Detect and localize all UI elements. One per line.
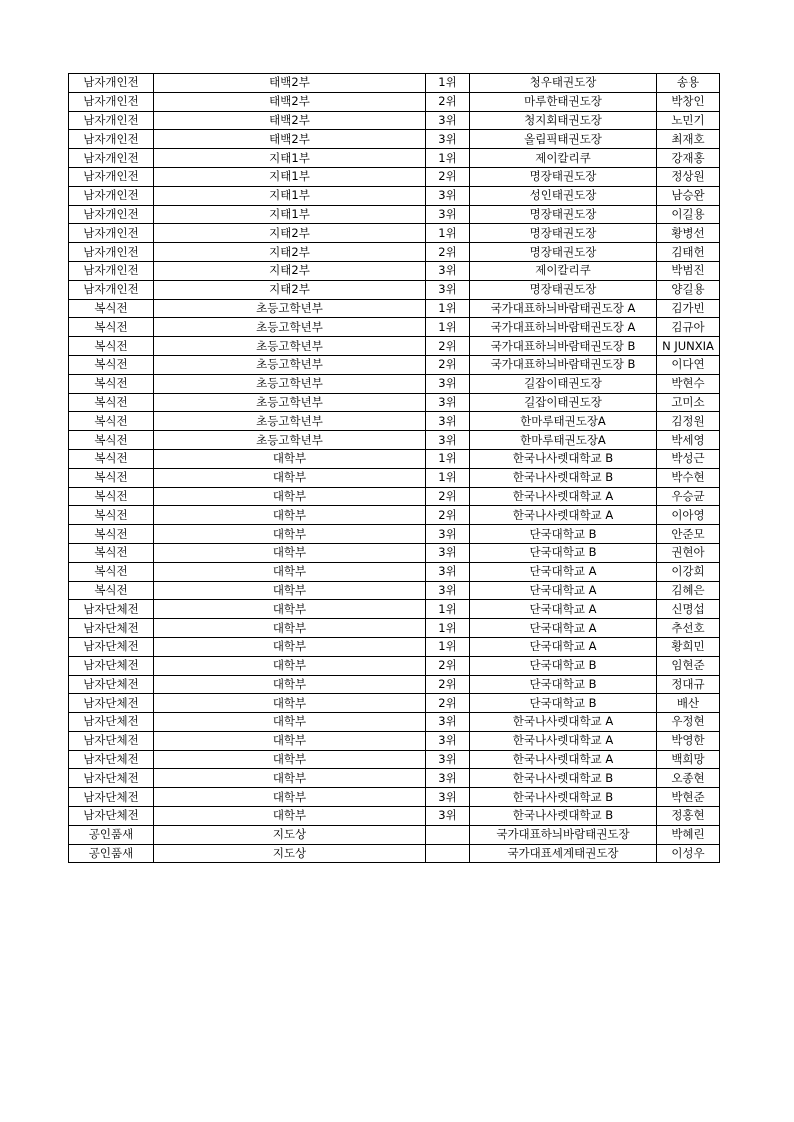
athlete-cell: 송용 [657,74,720,93]
organization-cell: 국가대표하늬바람태권도장 B [470,355,657,374]
rank-cell: 3위 [426,393,470,412]
rank-cell: 2위 [426,167,470,186]
athlete-cell: 추선호 [657,619,720,638]
table-row [69,355,720,374]
athlete-cell: 노민기 [657,111,720,130]
division-cell: 대학부 [154,675,426,694]
athlete-cell: 이다연 [657,355,720,374]
table-row [69,130,720,149]
athlete-cell: 우정현 [657,713,720,732]
athlete-cell: 최재호 [657,130,720,149]
table-row [69,506,720,525]
table-row [69,637,720,656]
event-cell: 남자단체전 [69,731,154,750]
event-cell: 복식전 [69,562,154,581]
table-row [69,224,720,243]
athlete-cell: 우승균 [657,487,720,506]
rank-cell: 2위 [426,243,470,262]
division-cell: 대학부 [154,487,426,506]
rank-cell: 2위 [426,92,470,111]
athlete-cell: 정상원 [657,167,720,186]
rank-cell: 1위 [426,149,470,168]
athlete-cell: 이길용 [657,205,720,224]
organization-cell: 단국대학교 B [470,543,657,562]
organization-cell: 국가대표하늬바람태권도장 A [470,318,657,337]
event-cell: 남자단체전 [69,713,154,732]
athlete-cell: 박세영 [657,431,720,450]
rank-cell: 3위 [426,130,470,149]
rank-cell: 2위 [426,506,470,525]
rank-cell: 1위 [426,637,470,656]
table-row [69,543,720,562]
table-row [69,807,720,826]
division-cell: 대학부 [154,713,426,732]
organization-cell: 단국대학교 B [470,525,657,544]
rank-cell: 3위 [426,186,470,205]
event-cell: 남자개인전 [69,205,154,224]
organization-cell: 명장태권도장 [470,280,657,299]
event-cell: 남자개인전 [69,224,154,243]
organization-cell: 국가대표하늬바람태권도장 [470,825,657,844]
division-cell: 대학부 [154,694,426,713]
athlete-cell: 임현준 [657,656,720,675]
event-cell: 복식전 [69,506,154,525]
table-row [69,149,720,168]
division-cell: 지태2부 [154,261,426,280]
division-cell: 대학부 [154,449,426,468]
organization-cell: 한국나사렛대학교 A [470,713,657,732]
rank-cell: 3위 [426,525,470,544]
athlete-cell: 김정원 [657,412,720,431]
table-row [69,74,720,93]
organization-cell: 명장태권도장 [470,224,657,243]
event-cell: 남자단체전 [69,750,154,769]
table-row [69,731,720,750]
athlete-cell: 박혜린 [657,825,720,844]
results-table [68,73,720,863]
organization-cell: 국가대표세계태권도장 [470,844,657,863]
organization-cell: 한국나사렛대학교 B [470,468,657,487]
organization-cell: 단국대학교 B [470,694,657,713]
organization-cell: 한국나사렛대학교 B [470,769,657,788]
event-cell: 복식전 [69,449,154,468]
rank-cell: 3위 [426,807,470,826]
division-cell: 대학부 [154,731,426,750]
table-row [69,111,720,130]
event-cell: 남자단체전 [69,788,154,807]
organization-cell: 한국나사렛대학교 A [470,506,657,525]
athlete-cell: 정홍현 [657,807,720,826]
athlete-cell: 이성우 [657,844,720,863]
rank-cell: 2위 [426,355,470,374]
organization-cell: 한국나사렛대학교 B [470,449,657,468]
table-row [69,299,720,318]
event-cell: 남자단체전 [69,600,154,619]
table-row [69,167,720,186]
rank-cell: 3위 [426,562,470,581]
table-row [69,393,720,412]
table-row [69,844,720,863]
rank-cell: 3위 [426,431,470,450]
athlete-cell: 오종현 [657,769,720,788]
table-row [69,337,720,356]
athlete-cell: 김가빈 [657,299,720,318]
division-cell: 지태1부 [154,149,426,168]
table-row [69,431,720,450]
division-cell: 대학부 [154,788,426,807]
organization-cell: 제이칼리쿠 [470,149,657,168]
event-cell: 남자단체전 [69,637,154,656]
event-cell: 남자개인전 [69,261,154,280]
rank-cell: 1위 [426,600,470,619]
table-row [69,619,720,638]
event-cell: 복식전 [69,318,154,337]
rank-cell: 3위 [426,261,470,280]
division-cell: 대학부 [154,807,426,826]
athlete-cell: 정대규 [657,675,720,694]
table-row [69,675,720,694]
division-cell: 대학부 [154,543,426,562]
athlete-cell: 박창인 [657,92,720,111]
event-cell: 복식전 [69,393,154,412]
table-row [69,374,720,393]
division-cell: 지태1부 [154,186,426,205]
event-cell: 남자개인전 [69,130,154,149]
table-row [69,280,720,299]
event-cell: 복식전 [69,543,154,562]
division-cell: 지태2부 [154,243,426,262]
rank-cell: 3위 [426,280,470,299]
event-cell: 남자개인전 [69,149,154,168]
organization-cell: 한국나사렛대학교 A [470,731,657,750]
table-row [69,318,720,337]
rank-cell: 3위 [426,581,470,600]
table-row [69,769,720,788]
division-cell: 지도상 [154,844,426,863]
organization-cell: 국가대표하늬바람태권도장 B [470,337,657,356]
event-cell: 남자단체전 [69,675,154,694]
organization-cell: 단국대학교 A [470,600,657,619]
organization-cell: 단국대학교 A [470,619,657,638]
event-cell: 복식전 [69,487,154,506]
organization-cell: 마루한태권도장 [470,92,657,111]
table-row [69,449,720,468]
division-cell: 지태2부 [154,224,426,243]
rank-cell: 1위 [426,74,470,93]
athlete-cell: 박성근 [657,449,720,468]
table-row [69,243,720,262]
division-cell: 태백2부 [154,74,426,93]
athlete-cell: 강재홍 [657,149,720,168]
athlete-cell: 김규아 [657,318,720,337]
organization-cell: 단국대학교 A [470,562,657,581]
table-row [69,205,720,224]
rank-cell: 3위 [426,205,470,224]
rank-cell [426,844,470,863]
organization-cell: 한마루태권도장A [470,412,657,431]
rank-cell: 1위 [426,299,470,318]
division-cell: 지태2부 [154,280,426,299]
event-cell: 남자단체전 [69,694,154,713]
organization-cell: 한마루태권도장A [470,431,657,450]
division-cell: 대학부 [154,750,426,769]
rank-cell: 1위 [426,224,470,243]
rank-cell: 2위 [426,487,470,506]
division-cell: 초등고학년부 [154,431,426,450]
athlete-cell: 김태헌 [657,243,720,262]
division-cell: 초등고학년부 [154,337,426,356]
table-row [69,788,720,807]
organization-cell: 한국나사렛대학교 B [470,807,657,826]
event-cell: 남자단체전 [69,807,154,826]
rank-cell: 2위 [426,656,470,675]
athlete-cell: 황병선 [657,224,720,243]
division-cell: 지태1부 [154,167,426,186]
table-row [69,581,720,600]
athlete-cell: 김혜은 [657,581,720,600]
event-cell: 남자개인전 [69,111,154,130]
organization-cell: 단국대학교 A [470,581,657,600]
athlete-cell: 백희망 [657,750,720,769]
rank-cell: 2위 [426,337,470,356]
rank-cell: 3위 [426,412,470,431]
athlete-cell: 권현아 [657,543,720,562]
table-row [69,468,720,487]
athlete-cell: 박범진 [657,261,720,280]
results-table-body [69,74,720,863]
event-cell: 복식전 [69,468,154,487]
table-row [69,412,720,431]
athlete-cell: 안준모 [657,525,720,544]
division-cell: 대학부 [154,506,426,525]
division-cell: 대학부 [154,637,426,656]
event-cell: 남자단체전 [69,769,154,788]
event-cell: 공인품새 [69,825,154,844]
event-cell: 남자단체전 [69,619,154,638]
division-cell: 초등고학년부 [154,412,426,431]
rank-cell: 3위 [426,731,470,750]
event-cell: 복식전 [69,525,154,544]
division-cell: 초등고학년부 [154,374,426,393]
organization-cell: 제이칼리쿠 [470,261,657,280]
event-cell: 복식전 [69,431,154,450]
athlete-cell: 이아영 [657,506,720,525]
rank-cell [426,825,470,844]
rank-cell: 2위 [426,694,470,713]
organization-cell: 명장태권도장 [470,205,657,224]
division-cell: 태백2부 [154,130,426,149]
division-cell: 초등고학년부 [154,393,426,412]
division-cell: 대학부 [154,581,426,600]
event-cell: 복식전 [69,374,154,393]
rank-cell: 3위 [426,750,470,769]
event-cell: 남자개인전 [69,280,154,299]
event-cell: 공인품새 [69,844,154,863]
athlete-cell: 신명섭 [657,600,720,619]
rank-cell: 3위 [426,374,470,393]
organization-cell: 한국나사렛대학교 A [470,750,657,769]
table-row [69,713,720,732]
organization-cell: 단국대학교 B [470,656,657,675]
table-row [69,600,720,619]
division-cell: 대학부 [154,619,426,638]
table-row [69,92,720,111]
rank-cell: 3위 [426,543,470,562]
table-row [69,562,720,581]
organization-cell: 올림픽태권도장 [470,130,657,149]
division-cell: 초등고학년부 [154,318,426,337]
event-cell: 남자개인전 [69,167,154,186]
organization-cell: 길잡이태권도장 [470,374,657,393]
table-row [69,656,720,675]
division-cell: 초등고학년부 [154,355,426,374]
event-cell: 남자개인전 [69,74,154,93]
athlete-cell: 남승완 [657,186,720,205]
organization-cell: 명장태권도장 [470,243,657,262]
table-row [69,750,720,769]
division-cell: 대학부 [154,600,426,619]
organization-cell: 단국대학교 A [470,637,657,656]
athlete-cell: 이강희 [657,562,720,581]
organization-cell: 청우태권도장 [470,74,657,93]
organization-cell: 한국나사렛대학교 B [470,788,657,807]
event-cell: 복식전 [69,299,154,318]
table-row [69,487,720,506]
organization-cell: 명장태권도장 [470,167,657,186]
rank-cell: 1위 [426,468,470,487]
organization-cell: 국가대표하늬바람태권도장 A [470,299,657,318]
division-cell: 태백2부 [154,92,426,111]
athlete-cell: 양길용 [657,280,720,299]
organization-cell: 길잡이태권도장 [470,393,657,412]
table-row [69,186,720,205]
rank-cell: 1위 [426,619,470,638]
rank-cell: 3위 [426,111,470,130]
division-cell: 태백2부 [154,111,426,130]
organization-cell: 한국나사렛대학교 A [470,487,657,506]
organization-cell: 청지회태권도장 [470,111,657,130]
division-cell: 대학부 [154,562,426,581]
table-row [69,825,720,844]
organization-cell: 단국대학교 B [470,675,657,694]
athlete-cell: 배산 [657,694,720,713]
division-cell: 대학부 [154,656,426,675]
event-cell: 복식전 [69,355,154,374]
division-cell: 초등고학년부 [154,299,426,318]
table-row [69,261,720,280]
event-cell: 복식전 [69,581,154,600]
table-row [69,525,720,544]
event-cell: 남자개인전 [69,243,154,262]
organization-cell: 성인태권도장 [470,186,657,205]
rank-cell: 2위 [426,675,470,694]
athlete-cell: 박영한 [657,731,720,750]
event-cell: 남자개인전 [69,186,154,205]
event-cell: 복식전 [69,412,154,431]
event-cell: 남자단체전 [69,656,154,675]
athlete-cell: N JUNXIA [657,337,720,356]
athlete-cell: 박수현 [657,468,720,487]
division-cell: 대학부 [154,468,426,487]
event-cell: 남자개인전 [69,92,154,111]
athlete-cell: 고미소 [657,393,720,412]
athlete-cell: 박현수 [657,374,720,393]
division-cell: 지태1부 [154,205,426,224]
division-cell: 대학부 [154,769,426,788]
rank-cell: 1위 [426,449,470,468]
division-cell: 대학부 [154,525,426,544]
table-row [69,694,720,713]
event-cell: 복식전 [69,337,154,356]
rank-cell: 3위 [426,713,470,732]
athlete-cell: 황희민 [657,637,720,656]
division-cell: 지도상 [154,825,426,844]
rank-cell: 3위 [426,769,470,788]
athlete-cell: 박현준 [657,788,720,807]
rank-cell: 1위 [426,318,470,337]
rank-cell: 3위 [426,788,470,807]
